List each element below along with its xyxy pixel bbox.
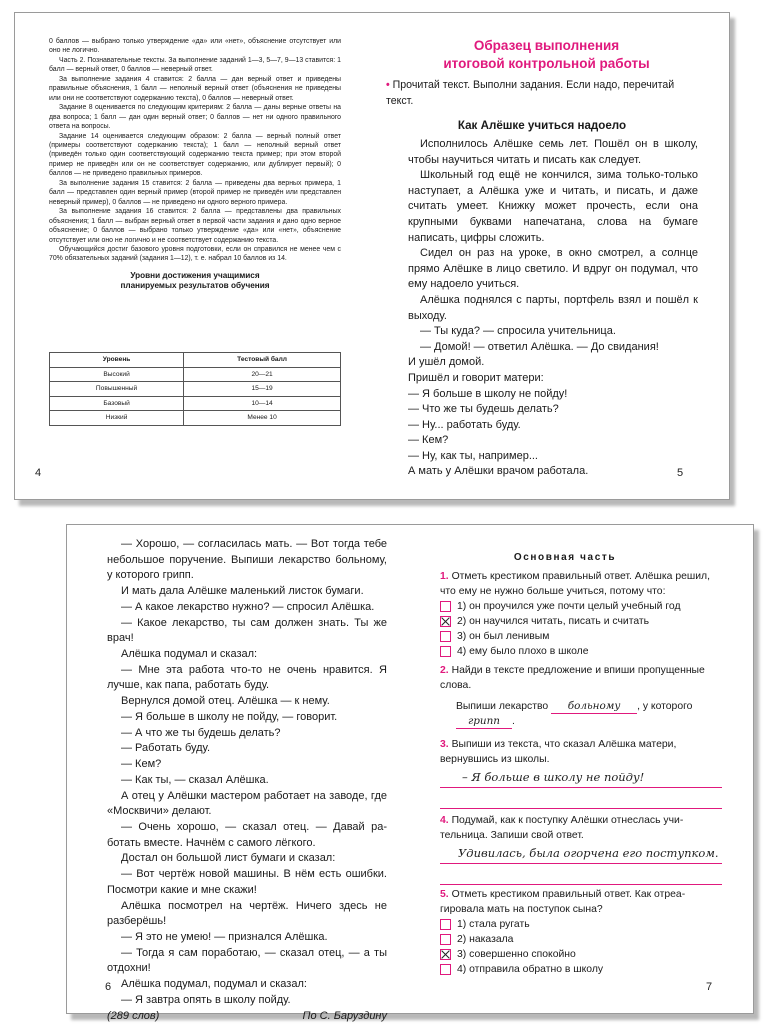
answer-line[interactable] xyxy=(440,864,722,885)
paragraph: Алёшка поднялся с парты, портфель взял и пошёл к выходу. xyxy=(408,293,698,322)
paragraph: — Работать буду. xyxy=(121,742,211,755)
checkbox[interactable] xyxy=(440,631,451,642)
checkbox[interactable] xyxy=(440,964,451,975)
option-label: 2) наказала xyxy=(457,934,514,945)
option-label: 2) он научился читать, писать и считать xyxy=(457,616,650,627)
levels-title-line: планируемых результатов обучения xyxy=(120,281,270,291)
paragraph: За выполнение задания 15 ставится: 2 балла — приведены два верных примера, 1 балл — представлен один верный пример (второй пример не приведён или представлен неверный пример), 0 баллов — не приведено ни одного верного примера. xyxy=(49,179,341,206)
sentence-start: Выпиши лекарство xyxy=(456,701,549,712)
level-cell: Базовый xyxy=(50,396,184,411)
table-row xyxy=(50,382,341,397)
answer-option[interactable] xyxy=(440,917,722,932)
checkbox[interactable] xyxy=(440,934,451,945)
paragraph: — Хорошо, — согласилась мать. — Вот тогда тебе небольшое поручение. Выпиши лекарство больному, у которого грипп. xyxy=(107,538,387,582)
answer-field[interactable]: грипп xyxy=(456,715,512,729)
paragraph: 0 баллов — выбрано только утверждение «да» или «нет», объяснение отсутствует или оно не логично. xyxy=(49,38,341,55)
paragraph: Алёшка подумал и сказал: xyxy=(121,648,258,661)
levels-table xyxy=(49,352,341,426)
table-header-row xyxy=(50,353,341,368)
sample-title-line: итоговой контрольной работы xyxy=(443,56,650,71)
paragraph: — Ты куда? — спросила учительница. xyxy=(420,325,616,338)
checked-checkbox[interactable] xyxy=(440,949,451,960)
paragraph: Обучающийся достиг базового уровня подготовки, если он справился не менее чем с 70% обязательных заданий (задания 1—12), т. е. набрал 10 баллов из 14. xyxy=(49,245,341,263)
assessment-criteria-text xyxy=(49,37,341,292)
paragraph: — Тогда я сам поработаю, — сказал отец, — а ты отдохни! xyxy=(107,946,387,975)
paragraph: — Я больше в школу не пойду, — говорит. xyxy=(121,710,338,723)
top-spread xyxy=(14,12,730,500)
page-number: 4 xyxy=(35,467,42,479)
paragraph: — Вот чертёж новой машины. В нём есть ошибки. Посмотри какие и мне скажи! xyxy=(107,868,387,896)
answer-option[interactable] xyxy=(440,599,722,614)
line: — Ну, как ты, например... xyxy=(408,449,538,462)
page-5 xyxy=(372,13,729,499)
handwritten-answer: – Я больше в школу не пойду! xyxy=(462,770,645,784)
levels-title xyxy=(49,271,341,292)
answer-option[interactable] xyxy=(440,962,722,977)
bottom-spread xyxy=(66,524,754,1022)
paragraph: — Какое лекарство, ты сам должен знать. Ты же врач! xyxy=(107,616,387,645)
instruction xyxy=(386,77,700,109)
answer-line[interactable] xyxy=(440,788,722,809)
question-3 xyxy=(440,737,722,809)
paragraph: Часть 2. Познавательные тексты. За выполнение заданий 1—3, 5—7, 9—13 ставится: 1 балл — верный ответ, 0 баллов — неверный ответ. xyxy=(49,56,341,74)
level-cell: Высокий xyxy=(50,367,184,382)
answer-field[interactable]: больному xyxy=(551,700,637,714)
header-score: Тестовый балл xyxy=(184,353,341,368)
paragraph: Вернулся домой отец. Алёшка — к нему. xyxy=(121,695,330,708)
sample-title xyxy=(382,37,711,73)
line: И ушёл домой. xyxy=(408,356,485,369)
paragraph: Задание 8 оценивается по следующим критериям: 2 балла — даны верные ответы на два вопроса; 1 балл — дан один верный ответ; 0 баллов — нет ни одного правильного ответа на вопросы. xyxy=(49,104,341,131)
bullet-icon: • xyxy=(386,79,390,91)
option-label: 1) стала ругать xyxy=(457,919,530,930)
page-4 xyxy=(15,13,372,499)
option-label: 4) ему было плохо в школе xyxy=(457,646,589,657)
paragraph: — А что же ты будешь делать? xyxy=(121,726,281,739)
question-number: 3. xyxy=(440,739,449,750)
question-text: Выпиши из текста, что сказал Алёшка матери, вернувшись из школы. xyxy=(440,739,677,765)
line: Пришёл и говорит матери: xyxy=(408,371,544,384)
word-count: (289 слов) xyxy=(107,1009,160,1022)
sample-title-line: Образец выполнения xyxy=(473,38,620,53)
checkbox[interactable] xyxy=(440,601,451,612)
option-label: 4) отправила обратно в школу xyxy=(457,964,604,975)
level-cell: Повышенный xyxy=(50,382,184,397)
sentence-end: . xyxy=(512,716,515,727)
question-text: Подумай, как к поступку Алёшки отнеслась учительница. Запиши свой ответ. xyxy=(440,815,684,841)
paragraph: А отец у Алёшки мастером работает на заводе, где «Москвичи» делают. xyxy=(107,789,387,818)
fill-in-line xyxy=(440,714,722,729)
story-continuation xyxy=(107,537,387,1024)
question-text: Отметь крестиком правильный ответ. Как отреагировала мать на поступок сына? xyxy=(440,889,686,915)
paragraph: — Я это не умею! — признался Алёшка. xyxy=(121,930,328,943)
paragraph: Достал он большой лист бумаги и сказал: xyxy=(121,852,336,865)
question-2 xyxy=(440,663,722,729)
fill-in-line xyxy=(440,699,722,714)
paragraph: — Очень хорошо, — сказал отец. — Давай работать вместе. Начнём с самого лёгкого. xyxy=(107,820,387,849)
option-label: 3) совершенно спокойно xyxy=(457,949,576,960)
answer-line[interactable] xyxy=(440,843,722,864)
answer-line[interactable] xyxy=(440,767,722,788)
score-cell: 20—21 xyxy=(184,367,341,382)
checkbox[interactable] xyxy=(440,646,451,657)
paragraph: За выполнение задания 16 ставится: 2 балла — представлены два правильных объяснения; 1 балл — выбран верный ответ в первой части задания и дано одно верное объяснение; 0 баллов — выбрано только утверждение «да» или «нет», объяснение отсутствует или оно не логично и не соответствует содержанию текста. xyxy=(49,208,341,244)
paragraph: — Кем? xyxy=(121,758,162,771)
section-title: Основная часть xyxy=(513,552,617,563)
answer-option[interactable] xyxy=(440,932,722,947)
checked-checkbox[interactable] xyxy=(440,616,451,627)
option-label: 3) он был ленивым xyxy=(457,631,550,642)
page-7 xyxy=(410,525,753,1013)
question-number: 2. xyxy=(440,665,449,676)
paragraph: И мать дала Алёшке маленький листок бумаги. xyxy=(121,585,364,598)
answer-option[interactable] xyxy=(440,629,722,644)
handwritten-answer: Удивилась, была огорчена его поступком. xyxy=(458,846,719,860)
line: — Кем? xyxy=(408,434,449,447)
header-level: Уровень xyxy=(50,353,184,368)
paragraph: — Домой! — ответил Алёшка. — До свидания! xyxy=(420,340,659,353)
sentence-middle: , у которого xyxy=(637,701,693,712)
page-number: 7 xyxy=(706,981,713,993)
question-text: Отметь крестиком правильный ответ. Алёшка решил, что ему не нужно больше учиться, потому что: xyxy=(440,571,710,597)
level-cell: Низкий xyxy=(50,411,184,426)
paragraph: Исполнилось Алёшке семь лет. Пошёл он в школу, чтобы научиться читать и писать как следует. xyxy=(408,138,698,166)
instruction-text: Прочитай текст. Выполни задания. Если надо, перечитай текст. xyxy=(386,79,675,107)
author: По С. Баруздину xyxy=(302,1009,387,1022)
question-text: Найди в тексте предложение и впиши пропущенные слова. xyxy=(440,665,705,691)
table-row xyxy=(50,396,341,411)
score-cell: Менее 10 xyxy=(184,411,341,426)
paragraph: — Я завтра опять в школу пойду. xyxy=(121,993,291,1006)
source-line xyxy=(107,1009,387,1024)
question-number: 4. xyxy=(440,815,449,826)
line: — Что же ты будешь делать? xyxy=(408,403,559,416)
paragraph: Алёшка посмотрел на чертёж. Ничего здесь не разберёшь! xyxy=(107,899,387,928)
checkbox[interactable] xyxy=(440,919,451,930)
paragraph: Задание 14 оценивается следующим образом: 2 балла — верный полный ответ (примеры соответствуют содержанию текста); 1 балл — неполный верный ответ (приведён только один соответствующий содержанию текста пример; при этом второй пример не приведён или он не соответствует содержанию, или дублирует первый); 0 баллов — не приведено правильных примеров. xyxy=(49,132,341,178)
score-cell: 10—14 xyxy=(184,396,341,411)
paragraph: — А какое лекарство нужно? — спросил Алёшка. xyxy=(121,600,375,613)
paragraph: За выполнение задания 4 ставится: 2 балла — дан верный ответ и приведены правильные объяснения, 1 балл — неполный верный ответ (объяснения не приведены или они не соответствуют содержанию текста), 0 баллов — неверный ответ. xyxy=(49,75,341,102)
page-number: 6 xyxy=(105,981,112,993)
line: — Ну... работать буду. xyxy=(408,418,521,431)
paragraph: — Как ты, — сказал Алёшка. xyxy=(121,773,269,786)
line: — Я больше в школу не пойду! xyxy=(408,387,568,400)
answer-option[interactable] xyxy=(440,614,722,629)
question-5 xyxy=(440,887,722,977)
question-number: 5. xyxy=(440,889,449,900)
option-label: 1) он проучился уже почти целый учебный год xyxy=(457,601,681,612)
story-title: Как Алёшке учиться надоело xyxy=(457,119,627,132)
question-number: 1. xyxy=(440,571,449,582)
paragraph: Сидел он раз на уроке, в окно смотрел, а солнце прямо Алёшке в лицо светило. И вдруг он подумал, что ему надоело учиться. xyxy=(408,247,698,291)
levels-title-line: Уровни достижения учащимися xyxy=(130,270,260,280)
paragraph: Алёшка подумал, подумал и сказал: xyxy=(121,978,307,991)
table-row xyxy=(50,367,341,382)
paragraph: — Мне эта работа что-то не очень нравится. Я лучше, как папа, работать буду. xyxy=(107,663,387,692)
page-6 xyxy=(67,525,410,1022)
question-1 xyxy=(440,569,722,659)
answer-option[interactable] xyxy=(440,644,722,659)
answer-option[interactable] xyxy=(440,947,722,962)
story-text xyxy=(408,137,698,480)
line: А мать у Алёшки врачом работала. xyxy=(408,465,589,478)
question-4 xyxy=(440,813,722,885)
page-number: 5 xyxy=(677,467,684,479)
paragraph: Школьный год ещё не кончился, зима только-только наступает, а Алёшка уже и читать, и писать, и даже считать умеет. Книжку может прочесть, если она крупными буквами напечатана, слова на бумаге написать, цифры сложить. xyxy=(408,169,698,244)
score-cell: 15—19 xyxy=(184,382,341,397)
table-row xyxy=(50,411,341,426)
